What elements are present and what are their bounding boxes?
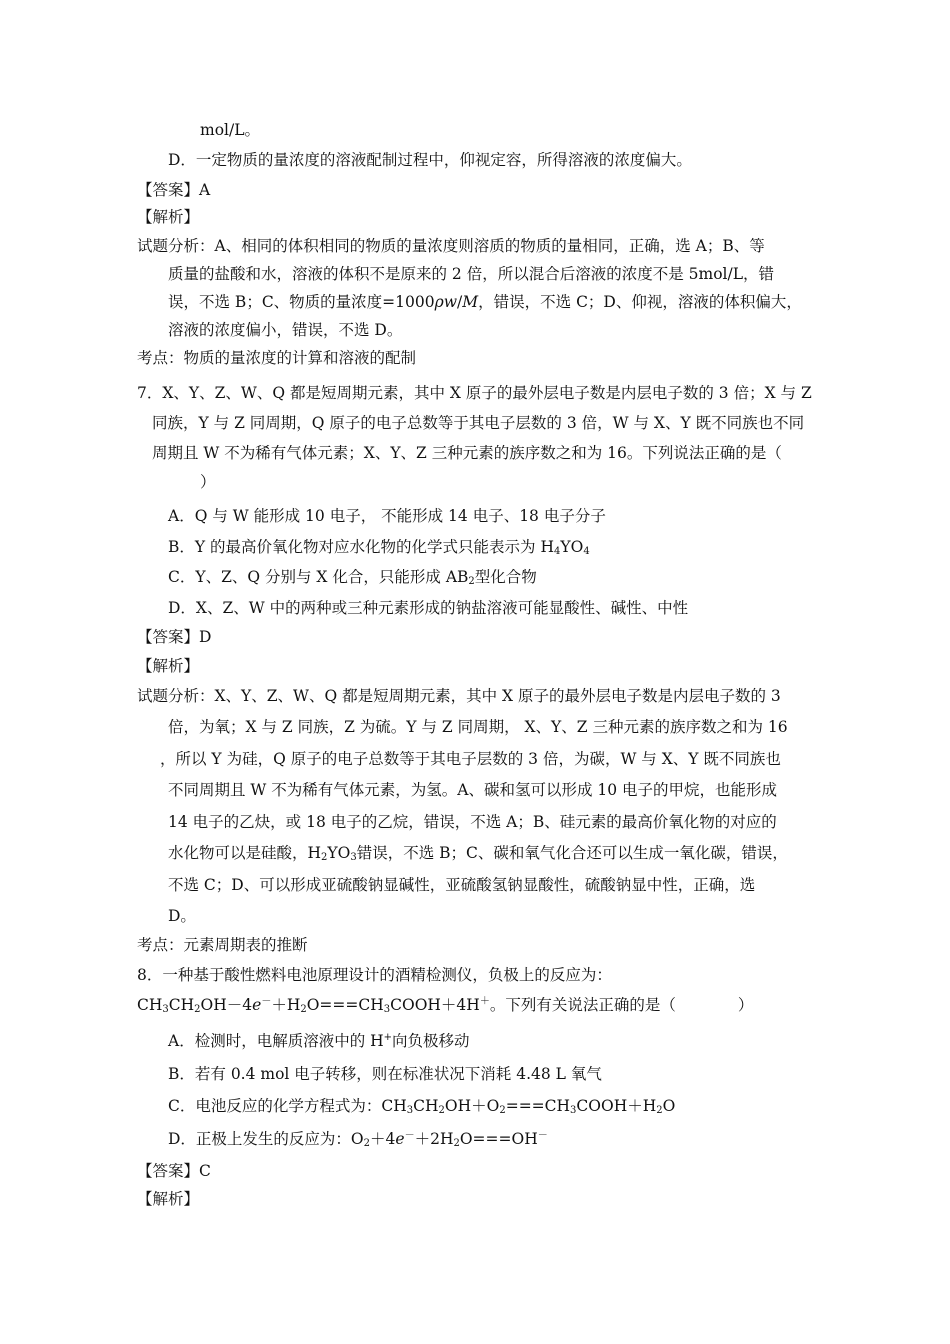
eq-part: COOH＋H	[576, 1097, 657, 1115]
q8-stem: 8．一种基于酸性燃料电池原理设计的酒精检测仪，负极上的反应为：	[137, 966, 612, 984]
superscript: ＋	[479, 996, 490, 1007]
subscript: 2	[438, 1105, 445, 1116]
q8-option-c-text: C．电池反应的化学方程式为：CH	[168, 1097, 407, 1115]
q7-analysis-line-6-tail: 错误，不选 B；C、碳和氧气化合还可以生成一氧化碳，错误，	[356, 844, 788, 862]
q8-option-d	[168, 1129, 548, 1149]
q7-analysis-line-6-text: 水化物可以是硅酸，H	[168, 844, 322, 862]
q8-option-c	[168, 1096, 675, 1116]
subscript: 4	[554, 546, 561, 557]
q7-analysis-line-8: D。	[168, 907, 196, 925]
q6-answer: 【答案】A	[137, 181, 211, 199]
q7-option-d: D．X、Z、W 中的两种或三种元素形成的钠盐溶液可能显酸性、碱性、中性	[168, 599, 689, 617]
electron-symbol: e	[252, 996, 262, 1014]
subscript: 2	[468, 576, 475, 587]
subscript: 2	[499, 1105, 506, 1116]
q6-analysis-line-3	[168, 292, 802, 312]
subscript: 4	[583, 546, 590, 557]
eq-part: ＋4	[370, 1130, 396, 1148]
q7-option-a: A．Q 与 W 能形成 10 电子， 不能形成 14 电子、18 电子分子	[168, 507, 606, 525]
q7-analysis-heading: 【解析】	[137, 657, 200, 675]
subscript: 2	[194, 1004, 201, 1015]
q7-option-b-formula: YO	[560, 538, 584, 556]
superscript: －	[261, 996, 272, 1007]
subscript: 3	[350, 852, 357, 863]
eq-part: O	[662, 1097, 676, 1115]
q8-option-b: B．若有 0.4 mol 电子转移，则在标准状况下消耗 4.48 L 氧气	[168, 1065, 602, 1083]
subscript: 3	[162, 1004, 169, 1015]
eq-part: ===CH	[505, 1097, 571, 1115]
subscript: 3	[383, 1004, 391, 1015]
formula-m: M	[462, 293, 479, 311]
eq-part: OH＋O	[444, 1097, 500, 1115]
subscript: 2	[656, 1105, 663, 1116]
formula-rho: ρ	[434, 293, 444, 311]
eq-part: CH	[168, 996, 195, 1014]
eq-part: CH	[137, 996, 163, 1014]
q6-analysis-heading: 【解析】	[137, 208, 200, 226]
subscript: 2	[321, 852, 328, 863]
q7-analysis-line-6	[168, 843, 788, 863]
q7-option-b	[168, 537, 590, 557]
subscript: 3	[570, 1105, 577, 1116]
subscript: 2	[453, 1138, 460, 1149]
q6-keypoint: 考点：物质的量浓度的计算和溶液的配制	[137, 349, 417, 367]
q7-analysis-line-2: 倍，为氧；X 与 Z 同族，Z 为硫。Y 与 Z 同周期， X、Y、Z 三种元素的族序数之和为 16	[168, 718, 788, 736]
q7-analysis-line-1: 试题分析：X、Y、Z、W、Q 都是短周期元素，其中 X 原子的最外层电子数是内层电子数的 3	[137, 687, 781, 705]
eq-part: O===CH	[306, 996, 384, 1014]
q7-analysis-formula: YO	[327, 844, 351, 862]
subscript: 2	[363, 1138, 371, 1149]
q7-option-c-text: C．Y、Z、Q 分别与 X 化合，只能形成 AB	[168, 568, 469, 586]
eq-part: 。下列有关说法正确的是（	[489, 996, 676, 1014]
eq-part: O===OH	[459, 1130, 538, 1148]
subscript: 2	[300, 1004, 307, 1015]
q6-analysis-line-2: 质量的盐酸和水，溶液的体积不是原来的 2 倍，所以混合后溶液的浓度不是 5mol/L，错	[168, 265, 775, 283]
q7-analysis-line-7: 不选 C；D、可以形成亚硫酸钠显碱性，亚硫酸氢钠显酸性，硫酸钠显中性，正确，选	[168, 876, 756, 894]
q7-stem-line-1: 7．X、Y、Z、W、Q 都是短周期元素，其中 X 原子的最外层电子数是内层电子数的 3 倍；X 与 Z	[137, 384, 812, 402]
formula-slash: /	[457, 293, 463, 311]
q7-analysis-line-3: ，所以 Y 为硅，Q 原子的电子总数等于其电子层数的 3 倍，为碳，W 与 X、Y 既不同族也	[160, 750, 781, 768]
q8-equation	[137, 995, 753, 1015]
q8-option-d-text: D．正极上发生的反应为：O	[168, 1130, 364, 1148]
q7-analysis-line-5: 14 电子的乙炔，或 18 电子的乙烷，错误，不选 A；B、硅元素的最高价氧化物的对应的	[168, 813, 777, 831]
eq-part: OH－4	[200, 996, 253, 1014]
q6-analysis-line-3-tail: ，错误，不选 C；D、仰视，溶液的体积偏大，	[478, 293, 802, 311]
q8-analysis-heading: 【解析】	[137, 1190, 200, 1208]
eq-close: ）	[737, 996, 754, 1014]
superscript: －	[404, 1130, 415, 1141]
eq-part: COOH＋4H	[390, 996, 480, 1014]
q7-option-c	[168, 567, 537, 587]
q7-answer: 【答案】D	[137, 628, 212, 646]
q8-option-a-text: A．检测时，电解质溶液中的 H	[168, 1032, 384, 1050]
eq-part: ＋2H	[414, 1130, 454, 1148]
q8-answer: 【答案】C	[137, 1162, 211, 1180]
q6-option-d: D．一定物质的量浓度的溶液配制过程中，仰视定容，所得溶液的浓度偏大。	[168, 151, 692, 169]
q7-option-b-text: B．Y 的最高价氧化物对应水化物的化学式只能表示为 H	[168, 538, 554, 556]
q6-analysis-line-1: 试题分析：A、相同的体积相同的物质的量浓度则溶质的物质的量相同，正确，选 A；B、等	[137, 237, 765, 255]
q8-option-a	[168, 1031, 470, 1051]
formula-w: w	[443, 293, 458, 311]
eq-part: CH	[413, 1097, 439, 1115]
q6-analysis-line-3-text: 误，不选 B；C、物质的量浓度=1000	[168, 293, 435, 311]
q7-keypoint: 考点：元素周期表的推断	[137, 936, 308, 954]
q7-option-c-tail: 型化合物	[474, 568, 537, 586]
q8-option-a-tail: 向负极移动	[392, 1032, 470, 1050]
q7-analysis-line-4: 不同周期且 W 不为稀有气体元素，为氢。A、碳和氢可以形成 10 电子的甲烷，也能形成	[168, 781, 778, 799]
q7-stem-line-3: 周期且 W 不为稀有气体元素；X、Y、Z 三种元素的族序数之和为 16。下列说法正确的是（	[152, 444, 782, 462]
superscript: －	[537, 1130, 548, 1141]
q6-tail: mol/L。	[200, 121, 261, 139]
q7-stem-line-2: 同族，Y 与 Z 同周期，Q 原子的电子总数等于其电子层数的 3 倍，W 与 X、Y 既不同族也不同	[152, 414, 805, 432]
subscript: 3	[406, 1105, 414, 1116]
eq-part: ＋H	[271, 996, 301, 1014]
q7-stem-line-4: ）	[200, 473, 216, 491]
q6-analysis-line-4: 溶液的浓度偏小，错误，不选 D。	[168, 321, 403, 339]
electron-symbol: e	[395, 1130, 405, 1148]
superscript: +	[383, 1032, 393, 1043]
